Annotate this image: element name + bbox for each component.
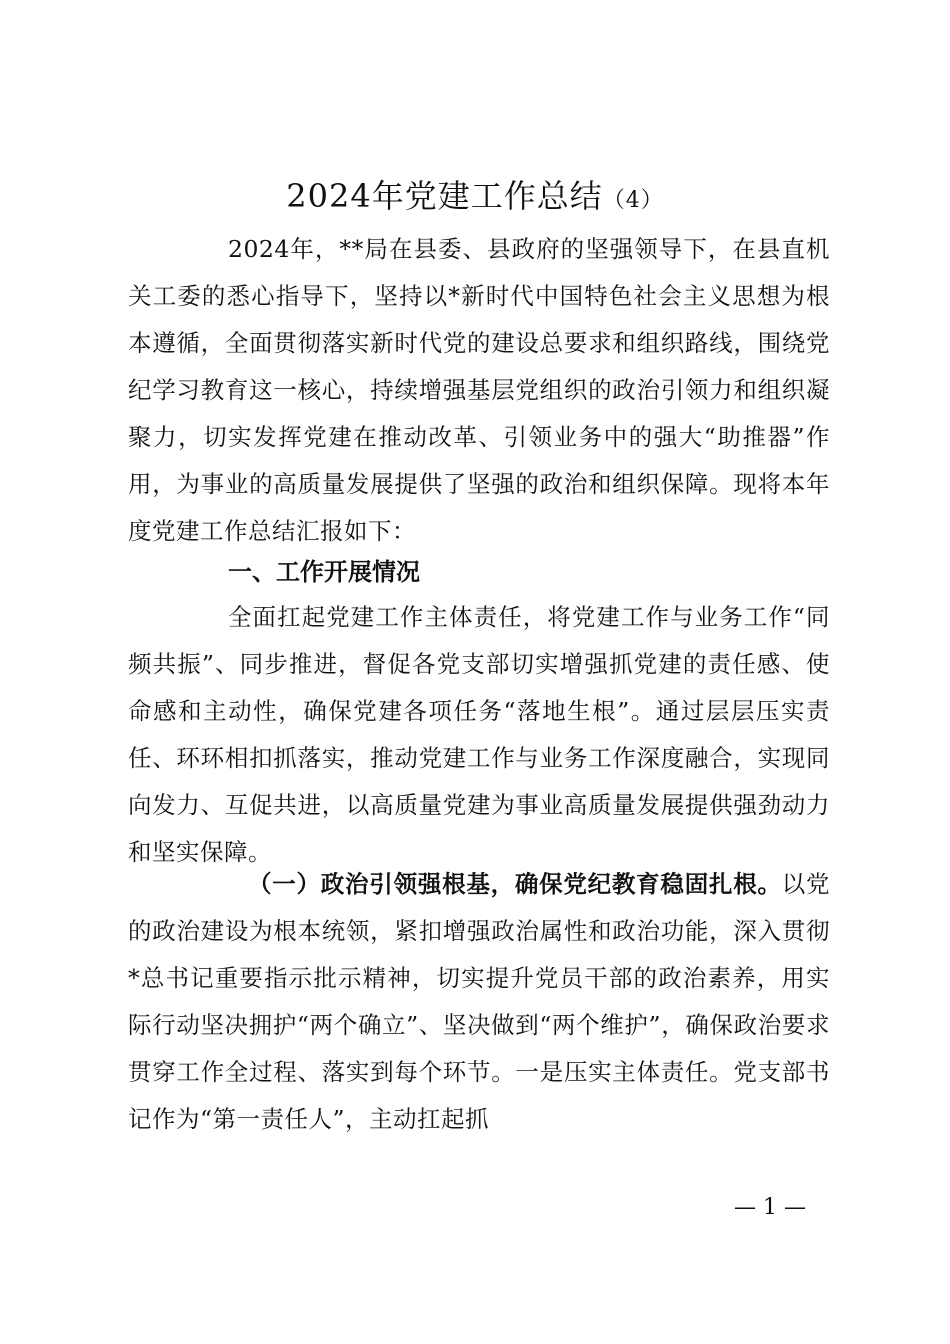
page-number: — 1 — — [734, 1195, 806, 1220]
section1-paragraph: 全面扛起党建工作主体责任，将党建工作与业务工作“同频共振”、同步推进，督促各党支部切实增强抓党建的责任感、使命感和主动性，确保党建各项任务“落地生根”。通过层层压实责任、环环相扣抓落实，推动党建工作与业务工作深度融合，实现同向发力、互促共进，以高质量党建为事业高质量发展提供强劲动力和坚实保障。 — [128, 603, 830, 866]
document-title — [0, 172, 950, 225]
subsection1-lead: （一）政治引领强根基，确保党纪教育稳固扎根。 — [248, 870, 782, 898]
subsection1-paragraph — [128, 861, 830, 1143]
title-suffix: （4） — [602, 188, 664, 213]
subsection1-body: 以党的政治建设为根本统领，紧扣增强政治属性和政治功能，深入贯彻*总书记重要指示批示精神，切实提升党员干部的政治素养，用实际行动坚决拥护“两个确立”、坚决做到“两个维护”，确保政治要求贯穿工作全过程、落实到每个环节。一是压实主体责任。党支部书记作为“第一责任人”，主动扛起抓 — [128, 870, 831, 1133]
title-main: 2024年党建工作总结 — [286, 177, 603, 215]
section-heading-1: 一、工作开展情况 — [228, 558, 420, 586]
intro-paragraph: 2024年，**局在县委、县政府的坚强领导下，在县直机关工委的悉心指导下，坚持以*新时代中国特色社会主义思想为根本遵循，全面贯彻落实新时代党的建设总要求和组织路线，围绕党纪学习教育这一核心，持续增强基层党组织的政治引领力和组织凝聚力，切实发挥党建在推动改革、引领业务中的强大“助推器”作用，为事业的高质量发展提供了坚强的政治和组织保障。现将本年度党建工作总结汇报如下： — [128, 235, 830, 545]
